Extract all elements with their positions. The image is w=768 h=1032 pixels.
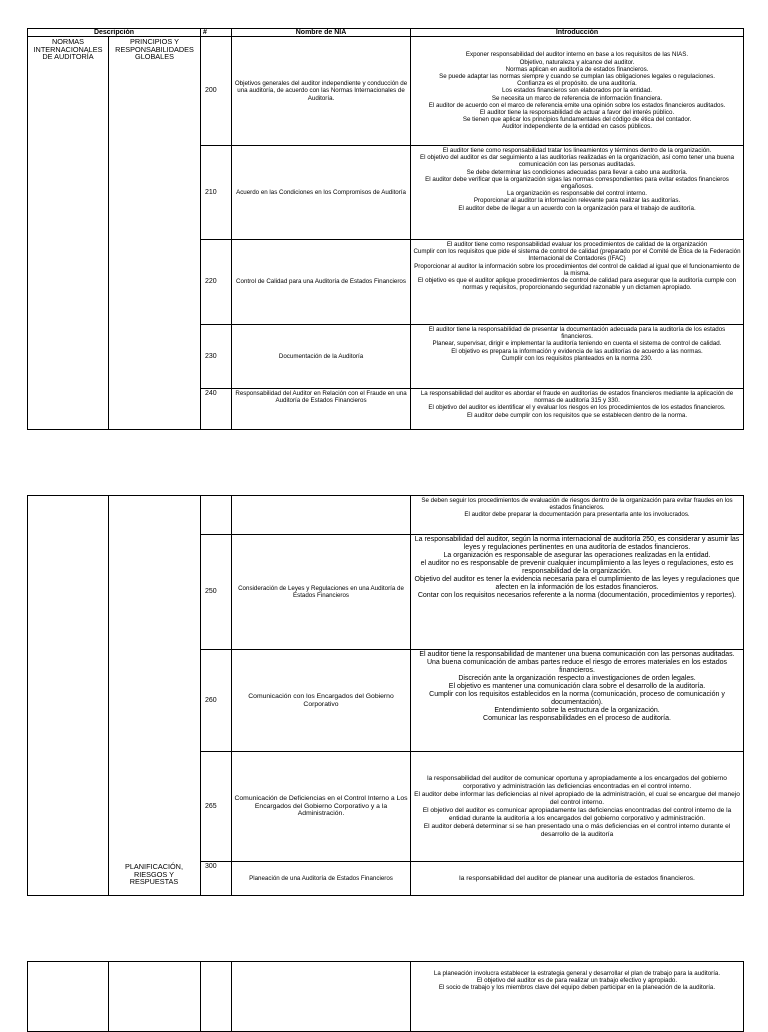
intro-line: El auditor de acuerdo con el marco de referencia emite una opinión sobre los estados financieros auditados. bbox=[428, 101, 726, 109]
category-empty bbox=[28, 962, 109, 1032]
nia-number: 230 bbox=[201, 325, 232, 389]
nia-name: Planeación de una Auditoría de Estados Financieros bbox=[232, 862, 411, 896]
intro-line: Objetivo, naturaleza y alcance del auditor. bbox=[519, 58, 635, 66]
intro-line: Normas aplican en auditoría de estados financieros. bbox=[505, 65, 649, 73]
nia-intro bbox=[411, 862, 744, 896]
nia-number: 265 bbox=[201, 752, 232, 862]
intro-line: El objetivo es prepara la información y evidencia de las auditorías de acuerdo a las normas. bbox=[451, 347, 703, 355]
nia-name: Control de Calidad para una Auditoría de Estados Financieros bbox=[232, 240, 411, 325]
table-row bbox=[28, 37, 744, 146]
intro-line: Cumplir con los requisitos que pide el sistema de control de calidad (preparado por el Comité de Ética de la Federación Internacional de Contadores (IFAC) bbox=[413, 248, 741, 263]
intro-line: Proporcionar al auditor la información sobre los procedimientos del control de calidad al igual que el funcionamiento de la misma. bbox=[414, 262, 740, 277]
intro-line: Se necesita un marco de referencia de información financiera. bbox=[491, 94, 663, 102]
nia-intro bbox=[411, 650, 744, 752]
intro-line: Los estados financieros son elaborados por la entidad. bbox=[502, 87, 652, 95]
intro-line: El auditor deberá determinar si se han presentado una o más deficiencias en el control interno durante el desarrollo de la auditoría bbox=[423, 822, 731, 838]
intro-line: el auditor no es responsable de prevenir cualquier incumplimiento a las leyes o regulaciones, esto es responsabilidad de la organización. bbox=[420, 560, 734, 575]
nia-name: Consideración de Leyes y Regulaciones en una Auditoría de Estados Financieros bbox=[232, 535, 411, 650]
header-descripcion: Descripción bbox=[28, 29, 201, 37]
nia-table-page-3 bbox=[27, 961, 744, 1032]
intro-line: El auditor tiene la responsabilidad de mantener una buena comunicación con las personas auditadas. bbox=[419, 651, 735, 658]
category-planificacion: PLANIFICACIÓN, RIESGOS Y RESPUESTAS bbox=[125, 862, 183, 887]
intro-line: Exponer responsabilidad del auditor interno en base a los requisitos de las NIAS. bbox=[465, 51, 689, 59]
intro-line: El auditor debe de llegar a un acuerdo con la organización para el trabajo de auditoría. bbox=[458, 204, 696, 212]
nia-number: 240 bbox=[201, 389, 232, 430]
intro-line: El auditor tiene la responsabilidad de actuar a favor del interés público. bbox=[479, 109, 675, 116]
nia-number: 260 bbox=[201, 650, 232, 752]
nia-name-empty bbox=[232, 962, 411, 1032]
intro-line: El objetivo del auditor es identificar el y evaluar los riesgos en los procedimientos de los estados financieros. bbox=[428, 404, 726, 412]
intro-line: La organización es responsable de asegurar las operaciones realizadas en la entidad. bbox=[443, 552, 711, 559]
intro-line: Proporcionar al auditor la información relevante para realizar las auditorías. bbox=[473, 197, 681, 205]
category-empty bbox=[109, 962, 201, 1032]
intro-line: Auditor independiente de la entidad en casos públicos. bbox=[502, 123, 652, 131]
intro-line: La planeación involucra establecer la estrategia general y desarrollar el plan de trabajo para la auditoría. bbox=[433, 970, 721, 977]
nia-table-page-1 bbox=[27, 28, 744, 430]
table-row bbox=[28, 962, 744, 1032]
nia-name: Responsabilidad del Auditor en Relación con el Fraude en una Auditoría de Estados Financieros bbox=[232, 389, 411, 430]
intro-line: Se deben seguir los procedimientos de evaluación de riesgos dentro de la organización para evitar fraudes en los estados financieros. bbox=[421, 497, 733, 512]
nia-intro bbox=[411, 535, 744, 650]
intro-line: Se debe determinar las condiciones adecuadas para llevar a cabo una auditoría. bbox=[466, 168, 688, 176]
intro-line: Comunicar las responsabilidades en el proceso de auditoría. bbox=[483, 715, 671, 722]
nia-number: 200 bbox=[201, 37, 232, 146]
intro-line: El auditor debe preparar la documentación para presentarla ante los involucrados. bbox=[464, 511, 690, 519]
intro-line: la responsabilidad del auditor de comunicar oportuna y apropiadamente a los encargados del gobierno corporativo y administración las deficiencias encontradas en el control interno. bbox=[427, 774, 727, 790]
intro-line: la responsabilidad del auditor de planear una auditoría de estados financieros. bbox=[459, 874, 695, 882]
intro-line: Se tienen que aplicar los principios fundamentales del código de ética del contador. bbox=[462, 116, 692, 124]
nia-number: 250 bbox=[201, 535, 232, 650]
nia-number-empty bbox=[201, 962, 232, 1032]
intro-line: Planear, supervisar, dirigir e implementar la auditoría teniendo en cuenta el sistema de control de calidad. bbox=[432, 340, 722, 348]
intro-line: El auditor tiene como responsabilidad tratar los lineamientos y términos dentro de la organización. bbox=[442, 147, 712, 154]
intro-line: Confianza es el propósito. de una auditoría. bbox=[517, 80, 637, 88]
header-nombre: Nombre de NIA bbox=[232, 29, 411, 37]
nia-number: 210 bbox=[201, 146, 232, 240]
header-number: # bbox=[201, 29, 232, 37]
intro-line: La organización es responsable del control interno. bbox=[507, 190, 648, 198]
intro-line: Contar con los requisitos necesarios referente a la norma (documentación, procedimientos y reportes). bbox=[417, 592, 737, 599]
nia-intro bbox=[411, 325, 744, 389]
intro-line: Entendimiento sobre la estructura de la organización. bbox=[494, 707, 660, 714]
intro-line: La responsabilidad del auditor, según la norma internacional de auditoría 250, es considerar y asumir las leyes y regulaciones pertinentes en una auditoría de estados financieros. bbox=[414, 536, 740, 551]
nia-intro bbox=[411, 37, 744, 146]
intro-line: El auditor tiene como responsabilidad evaluar los procedimientos de calidad de la organización bbox=[446, 241, 708, 248]
nia-name: Acuerdo en las Condiciones en los Compromisos de Auditoría bbox=[232, 146, 411, 240]
intro-line: El auditor tiene la responsabilidad de presentar la documentación adecuada para la auditoría de los estados financieros. bbox=[428, 326, 726, 341]
intro-line: El auditor debe informar las deficiencias al nivel apropiado de la administración, el cual se encargue del manejo del control interno. bbox=[414, 790, 740, 806]
category-empty bbox=[109, 496, 201, 896]
intro-line: El objetivo del auditor es de para realizar un trabajo efectivo y apropiado. bbox=[476, 977, 678, 985]
nia-number: 300 bbox=[201, 862, 232, 896]
nia-intro bbox=[411, 240, 744, 325]
nia-name-empty bbox=[232, 496, 411, 535]
table-header-row bbox=[28, 29, 744, 37]
intro-line: El auditor debe cumplir con los requisitos que se establecen dentro de la norma. bbox=[466, 411, 688, 419]
category-normas: NORMAS INTERNACIONALES DE AUDITORÍA bbox=[28, 37, 109, 430]
nia-name: Comunicación de Deficiencias en el Control Interno a Los Encargados del Gobierno Corporativo y a la Administración. bbox=[232, 752, 411, 862]
nia-intro bbox=[411, 146, 744, 240]
intro-line: El socio de trabajo y los miembros clave del equipo deben participar en la planeación de la auditoría. bbox=[438, 984, 716, 992]
intro-line: Discreción ante la organización respecto a investigaciones de orden legales. bbox=[458, 675, 696, 682]
header-introduccion: Introducción bbox=[411, 29, 744, 37]
intro-line: El objetivo del auditor es dar seguimiento a las auditorías realizadas en la organización, así como tener una buena comunicación con las personas auditadas. bbox=[419, 154, 735, 169]
nia-name: Documentación de la Auditoría bbox=[232, 325, 411, 389]
category-principios: PRINCIPIOS Y RESPONSABILIDADES GLOBALES bbox=[109, 37, 201, 430]
intro-line: La responsabilidad del auditor es abordar el fraude en auditorías de estados financieros mediante la aplicación de normas de auditoría 315 y 330. bbox=[420, 390, 734, 405]
intro-line: El objetivo del auditor es comunicar apropiadamente las deficiencias encontradas del control interno de la entidad durante la auditoría a los encargados del gobierno corporativo y administración. bbox=[422, 806, 732, 822]
nia-number-empty bbox=[201, 496, 232, 535]
nia-intro bbox=[411, 389, 744, 430]
nia-name: Comunicación con los Encargados del Gobierno Corporativo bbox=[232, 650, 411, 752]
nia-name: Objetivos generales del auditor independiente y conducción de una auditoría, de acuerdo con las Normas Internacionales de Auditoría. bbox=[232, 37, 411, 146]
intro-line: Cumplir con los requisitos planteados en la norma 230. bbox=[501, 354, 653, 362]
nia-intro bbox=[411, 496, 744, 535]
intro-line: Objetivo del auditor es tener la evidencia necesaria para el cumplimiento de las leyes y regulaciones que afecten en la información de los estados financieros. bbox=[414, 576, 740, 591]
nia-intro bbox=[411, 752, 744, 862]
intro-line: El auditor debe verificar que la organización sigas las normas correspondientes para evitar estados financieros engañosos. bbox=[425, 175, 729, 191]
table-row bbox=[28, 496, 744, 535]
nia-number: 220 bbox=[201, 240, 232, 325]
nia-table-page-2 bbox=[27, 495, 744, 896]
intro-line: Una buena comunicación de ambas partes reduce el riesgo de errores materiales en los estados financieros. bbox=[426, 659, 727, 674]
intro-line: Cumplir con los requisitos establecidos en la norma (comunicación, proceso de comunicación y documentación). bbox=[429, 691, 725, 706]
category-empty bbox=[28, 496, 109, 896]
nia-intro bbox=[411, 962, 744, 1032]
intro-line: El objetivo es mantener una comunicación clara sobre el desarrollo de la auditoría. bbox=[448, 683, 706, 690]
intro-line: Se puede adaptar las normas siempre y cuando se cumplan las obligaciones legales o regulaciones. bbox=[439, 72, 715, 80]
intro-line: El objetivo es que el auditor aplique procedimientos de control de calidad para asegurar que la auditoría cumple con normas y requisitos, proporcionando seguridad razonable y un dictamen apropiado. bbox=[417, 277, 737, 292]
